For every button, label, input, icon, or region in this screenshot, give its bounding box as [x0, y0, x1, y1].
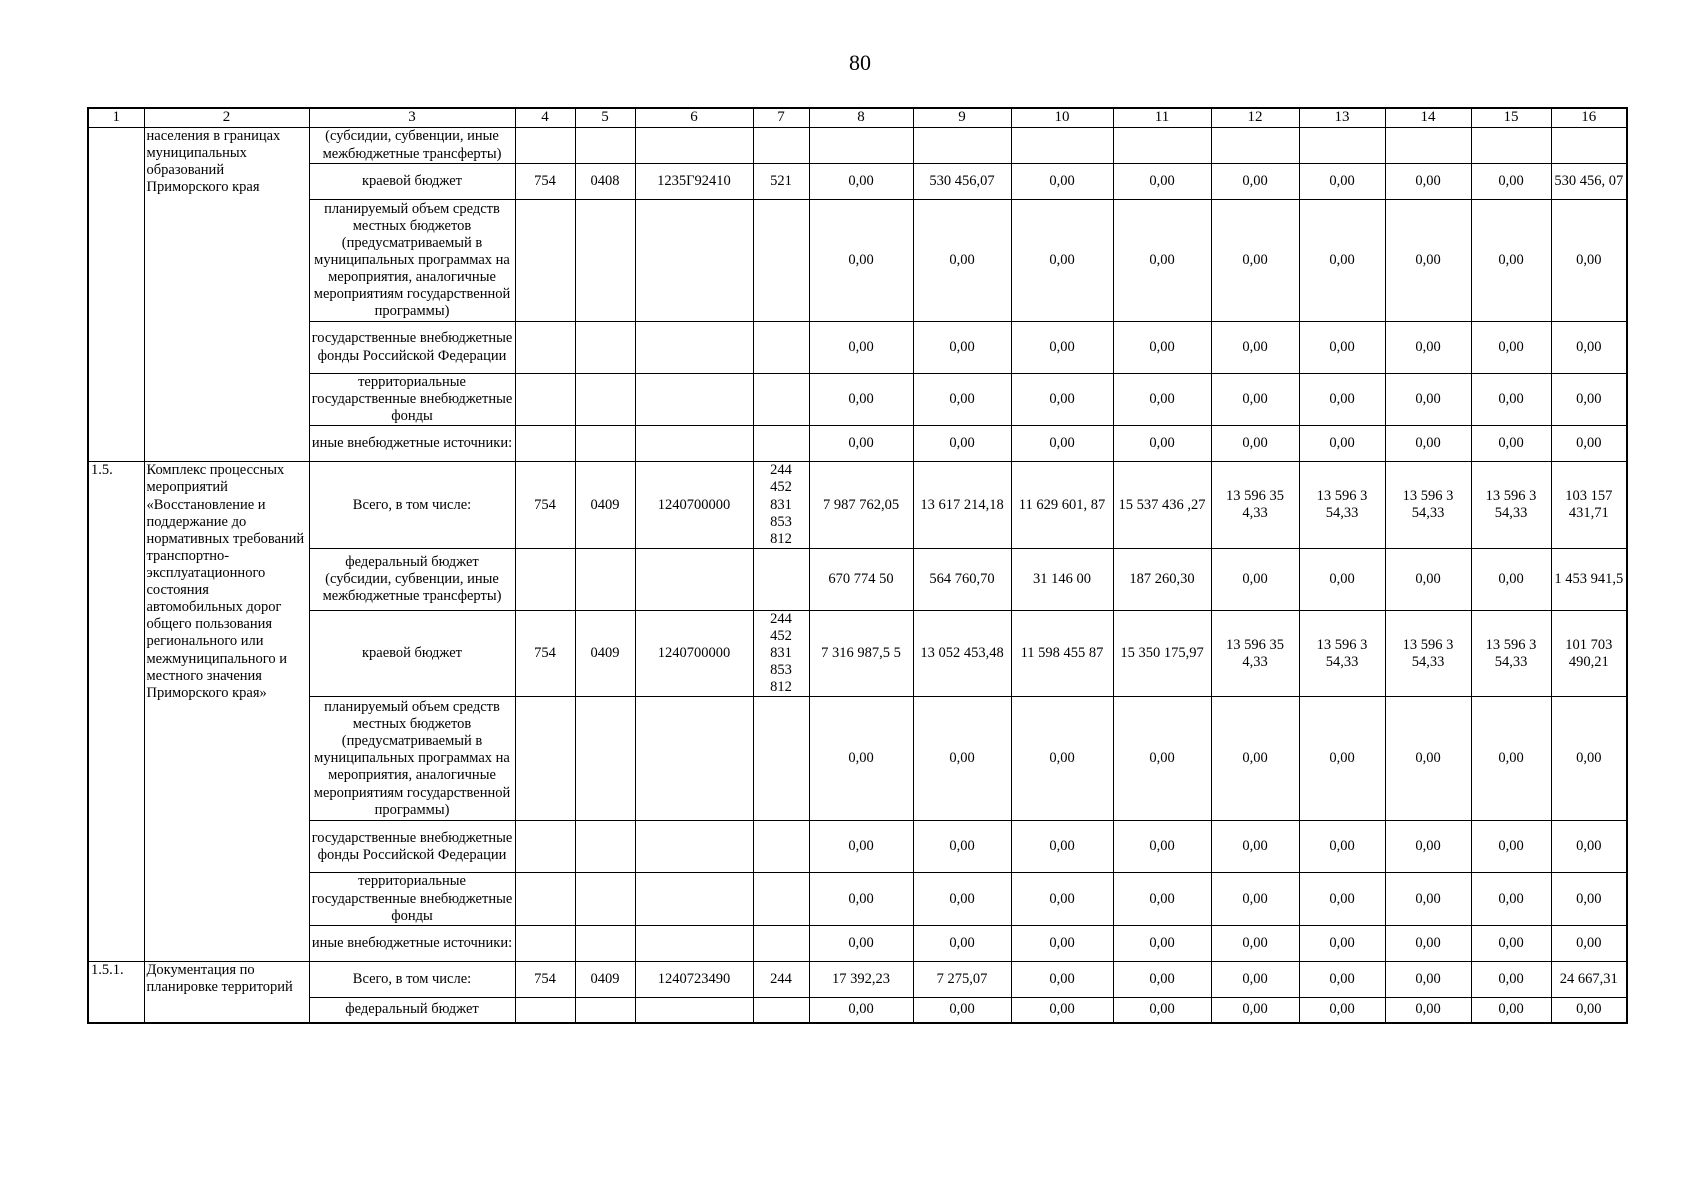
target-article-code [635, 925, 753, 961]
column-number-14: 14 [1385, 108, 1471, 128]
amount-col-16: 24 667,31 [1551, 961, 1627, 997]
amount-col-14: 13 596 3 54,33 [1385, 610, 1471, 697]
table-row [88, 374, 1627, 426]
admin-code [515, 925, 575, 961]
amount-col-13: 13 596 3 54,33 [1299, 610, 1385, 697]
amount-col-10: 0,00 [1011, 164, 1113, 200]
amount-col-16: 0,00 [1551, 374, 1627, 426]
admin-code [515, 697, 575, 821]
column-number-9: 9 [913, 108, 1011, 128]
amount-col-8: 0,00 [809, 925, 913, 961]
expense-type-code [753, 426, 809, 462]
amount-col-9: 0,00 [913, 925, 1011, 961]
column-number-4: 4 [515, 108, 575, 128]
admin-code [515, 200, 575, 322]
amount-col-11: 0,00 [1113, 925, 1211, 961]
admin-code: 754 [515, 961, 575, 997]
expense-type-code [753, 200, 809, 322]
amount-col-16: 530 456, 07 [1551, 164, 1627, 200]
funding-source: иные внебюджетные источники: [309, 925, 515, 961]
target-article-code [635, 200, 753, 322]
amount-col-12: 0,00 [1211, 548, 1299, 610]
amount-col-10: 0,00 [1011, 961, 1113, 997]
amount-col-13: 0,00 [1299, 548, 1385, 610]
amount-col-15: 0,00 [1471, 925, 1551, 961]
amount-col-14: 0,00 [1385, 426, 1471, 462]
amount-col-10: 0,00 [1011, 821, 1113, 873]
expense-type-code: 244 452 831 853 812 [753, 610, 809, 697]
amount-col-9: 0,00 [913, 200, 1011, 322]
amount-col-9: 564 760,70 [913, 548, 1011, 610]
admin-code [515, 322, 575, 374]
amount-col-10: 31 146 00 [1011, 548, 1113, 610]
amount-col-12: 0,00 [1211, 873, 1299, 925]
amount-col-9: 0,00 [913, 322, 1011, 374]
amount-col-11: 0,00 [1113, 961, 1211, 997]
column-number-10: 10 [1011, 108, 1113, 128]
funding-source: краевой бюджет [309, 164, 515, 200]
section-code [575, 997, 635, 1023]
admin-code [515, 821, 575, 873]
table-row [88, 925, 1627, 961]
measure-name: Комплекс процессных мероприятий «Восстановление и поддержание до нормативных требований транспортно-эксплуатационного состояния автомобильных дорог общего пользования регионального или межмуниципального и местного значения Приморского края» [144, 462, 309, 961]
amount-col-14: 0,00 [1385, 821, 1471, 873]
amount-col-12: 0,00 [1211, 961, 1299, 997]
table-body [88, 108, 1627, 1023]
amount-col-10: 0,00 [1011, 873, 1113, 925]
table-row [88, 873, 1627, 925]
amount-col-13: 0,00 [1299, 697, 1385, 821]
expense-type-code [753, 374, 809, 426]
funding-source: территориальные государственные внебюджетные фонды [309, 374, 515, 426]
amount-col-10: 0,00 [1011, 374, 1113, 426]
amount-col-11: 0,00 [1113, 322, 1211, 374]
expense-type-code: 521 [753, 164, 809, 200]
page-number: 80 [849, 50, 871, 75]
funding-source: государственные внебюджетные фонды Российской Федерации [309, 821, 515, 873]
amount-col-15: 0,00 [1471, 961, 1551, 997]
table-row [88, 697, 1627, 821]
target-article-code [635, 322, 753, 374]
section-code [575, 322, 635, 374]
section-code: 0409 [575, 961, 635, 997]
section-code [575, 426, 635, 462]
amount-col-12: 0,00 [1211, 200, 1299, 322]
amount-col-13: 0,00 [1299, 873, 1385, 925]
expense-type-code [753, 322, 809, 374]
section-code [575, 873, 635, 925]
amount-col-12: 13 596 35 4,33 [1211, 610, 1299, 697]
section-code [575, 548, 635, 610]
target-article-code [635, 697, 753, 821]
table-row [88, 462, 1627, 549]
amount-col-8: 0,00 [809, 697, 913, 821]
admin-code [515, 374, 575, 426]
amount-col-8: 0,00 [809, 374, 913, 426]
amount-col-8: 0,00 [809, 164, 913, 200]
amount-col-11: 15 350 175,97 [1113, 610, 1211, 697]
funding-source: (субсидии, субвенции, иные межбюджетные трансферты) [309, 128, 515, 164]
amount-col-12: 0,00 [1211, 925, 1299, 961]
amount-col-12: 0,00 [1211, 426, 1299, 462]
amount-col-9: 0,00 [913, 426, 1011, 462]
expense-type-code [753, 925, 809, 961]
row-number: 1.5. [88, 462, 144, 961]
amount-col-10: 11 629 601, 87 [1011, 462, 1113, 549]
table-row [88, 548, 1627, 610]
amount-col-8: 7 987 762,05 [809, 462, 913, 549]
amount-col-16: 0,00 [1551, 426, 1627, 462]
section-code [575, 925, 635, 961]
amount-col-14: 0,00 [1385, 925, 1471, 961]
funding-source: федеральный бюджет [309, 997, 515, 1023]
amount-col-8: 0,00 [809, 997, 913, 1023]
section-code [575, 821, 635, 873]
amount-col-10: 0,00 [1011, 426, 1113, 462]
amount-col-9 [913, 128, 1011, 164]
table-row [88, 128, 1627, 164]
amount-col-14 [1385, 128, 1471, 164]
measure-name: населения в границах муниципальных образований Приморского края [144, 128, 309, 462]
section-code [575, 200, 635, 322]
amount-col-16: 0,00 [1551, 821, 1627, 873]
amount-col-12: 0,00 [1211, 821, 1299, 873]
amount-col-16: 103 157 431,71 [1551, 462, 1627, 549]
amount-col-16: 0,00 [1551, 697, 1627, 821]
amount-col-11: 0,00 [1113, 200, 1211, 322]
expense-type-code [753, 128, 809, 164]
amount-col-15: 0,00 [1471, 200, 1551, 322]
amount-col-10: 11 598 455 87 [1011, 610, 1113, 697]
table-row [88, 426, 1627, 462]
amount-col-10: 0,00 [1011, 697, 1113, 821]
amount-col-9: 0,00 [913, 821, 1011, 873]
amount-col-11: 0,00 [1113, 697, 1211, 821]
expense-type-code [753, 997, 809, 1023]
column-number-15: 15 [1471, 108, 1551, 128]
amount-col-15 [1471, 128, 1551, 164]
expense-type-code [753, 821, 809, 873]
amount-col-16: 0,00 [1551, 873, 1627, 925]
admin-code [515, 548, 575, 610]
amount-col-10: 0,00 [1011, 997, 1113, 1023]
amount-col-15: 0,00 [1471, 697, 1551, 821]
target-article-code [635, 821, 753, 873]
table-row [88, 200, 1627, 322]
table-row [88, 961, 1627, 997]
amount-col-12: 0,00 [1211, 697, 1299, 821]
amount-col-14: 0,00 [1385, 961, 1471, 997]
amount-col-9: 0,00 [913, 873, 1011, 925]
header-row [88, 108, 1627, 128]
amount-col-15: 0,00 [1471, 997, 1551, 1023]
column-number-5: 5 [575, 108, 635, 128]
amount-col-8: 0,00 [809, 200, 913, 322]
amount-col-8: 670 774 50 [809, 548, 913, 610]
row-number: 1.5.1. [88, 961, 144, 1023]
amount-col-11: 187 260,30 [1113, 548, 1211, 610]
amount-col-12: 0,00 [1211, 997, 1299, 1023]
amount-col-9: 0,00 [913, 697, 1011, 821]
amount-col-11: 15 537 436 ,27 [1113, 462, 1211, 549]
column-number-8: 8 [809, 108, 913, 128]
table-row [88, 610, 1627, 697]
target-article-code [635, 374, 753, 426]
target-article-code [635, 548, 753, 610]
admin-code: 754 [515, 164, 575, 200]
expense-type-code [753, 873, 809, 925]
column-number-12: 12 [1211, 108, 1299, 128]
amount-col-14: 0,00 [1385, 997, 1471, 1023]
section-code: 0409 [575, 462, 635, 549]
measure-name: Документация по планировке территорий [144, 961, 309, 1023]
table-row [88, 164, 1627, 200]
admin-code: 754 [515, 462, 575, 549]
budget-table [87, 107, 1628, 1024]
amount-col-9: 13 052 453,48 [913, 610, 1011, 697]
expense-type-code: 244 452 831 853 812 [753, 462, 809, 549]
admin-code: 754 [515, 610, 575, 697]
target-article-code: 1240700000 [635, 610, 753, 697]
amount-col-16: 1 453 941,5 [1551, 548, 1627, 610]
section-code: 0408 [575, 164, 635, 200]
amount-col-15: 0,00 [1471, 426, 1551, 462]
amount-col-16: 0,00 [1551, 200, 1627, 322]
amount-col-11: 0,00 [1113, 426, 1211, 462]
amount-col-9: 13 617 214,18 [913, 462, 1011, 549]
amount-col-14: 0,00 [1385, 873, 1471, 925]
target-article-code: 1240723490 [635, 961, 753, 997]
amount-col-16: 0,00 [1551, 925, 1627, 961]
amount-col-13: 0,00 [1299, 322, 1385, 374]
amount-col-16: 0,00 [1551, 997, 1627, 1023]
amount-col-12 [1211, 128, 1299, 164]
funding-source: Всего, в том числе: [309, 961, 515, 997]
amount-col-8: 17 392,23 [809, 961, 913, 997]
amount-col-12: 0,00 [1211, 164, 1299, 200]
admin-code [515, 997, 575, 1023]
target-article-code [635, 426, 753, 462]
amount-col-13: 0,00 [1299, 164, 1385, 200]
amount-col-13: 0,00 [1299, 374, 1385, 426]
column-number-11: 11 [1113, 108, 1211, 128]
section-code [575, 374, 635, 426]
target-article-code: 1240700000 [635, 462, 753, 549]
amount-col-8: 0,00 [809, 426, 913, 462]
amount-col-15: 0,00 [1471, 322, 1551, 374]
amount-col-13: 0,00 [1299, 426, 1385, 462]
table-row [88, 322, 1627, 374]
column-number-16: 16 [1551, 108, 1627, 128]
amount-col-13: 0,00 [1299, 925, 1385, 961]
amount-col-15: 13 596 3 54,33 [1471, 462, 1551, 549]
amount-col-8: 7 316 987,5 5 [809, 610, 913, 697]
amount-col-15: 0,00 [1471, 821, 1551, 873]
amount-col-13: 0,00 [1299, 821, 1385, 873]
amount-col-14: 0,00 [1385, 164, 1471, 200]
column-number-6: 6 [635, 108, 753, 128]
amount-col-11: 0,00 [1113, 374, 1211, 426]
table-row [88, 821, 1627, 873]
amount-col-15: 13 596 3 54,33 [1471, 610, 1551, 697]
table-row [88, 997, 1627, 1023]
amount-col-16: 0,00 [1551, 322, 1627, 374]
funding-source: территориальные государственные внебюджетные фонды [309, 873, 515, 925]
amount-col-9: 530 456,07 [913, 164, 1011, 200]
amount-col-13 [1299, 128, 1385, 164]
amount-col-13: 0,00 [1299, 997, 1385, 1023]
amount-col-15: 0,00 [1471, 374, 1551, 426]
column-number-13: 13 [1299, 108, 1385, 128]
admin-code [515, 128, 575, 164]
amount-col-10: 0,00 [1011, 322, 1113, 374]
target-article-code [635, 128, 753, 164]
expense-type-code: 244 [753, 961, 809, 997]
amount-col-14: 0,00 [1385, 200, 1471, 322]
column-number-1: 1 [88, 108, 144, 128]
funding-source: федеральный бюджет (субсидии, субвенции, иные межбюджетные трансферты) [309, 548, 515, 610]
target-article-code [635, 873, 753, 925]
row-number [88, 128, 144, 462]
funding-source: иные внебюджетные источники: [309, 426, 515, 462]
amount-col-15: 0,00 [1471, 548, 1551, 610]
amount-col-11: 0,00 [1113, 997, 1211, 1023]
amount-col-9: 7 275,07 [913, 961, 1011, 997]
amount-col-13: 0,00 [1299, 961, 1385, 997]
amount-col-14: 0,00 [1385, 322, 1471, 374]
section-code: 0409 [575, 610, 635, 697]
column-number-7: 7 [753, 108, 809, 128]
target-article-code: 1235Г92410 [635, 164, 753, 200]
column-number-3: 3 [309, 108, 515, 128]
amount-col-11: 0,00 [1113, 164, 1211, 200]
amount-col-12: 13 596 35 4,33 [1211, 462, 1299, 549]
amount-col-12: 0,00 [1211, 374, 1299, 426]
amount-col-15: 0,00 [1471, 164, 1551, 200]
amount-col-14: 13 596 3 54,33 [1385, 462, 1471, 549]
expense-type-code [753, 548, 809, 610]
amount-col-14: 0,00 [1385, 548, 1471, 610]
amount-col-10: 0,00 [1011, 200, 1113, 322]
amount-col-11: 0,00 [1113, 873, 1211, 925]
amount-col-16 [1551, 128, 1627, 164]
amount-col-8 [809, 128, 913, 164]
amount-col-15: 0,00 [1471, 873, 1551, 925]
admin-code [515, 426, 575, 462]
amount-col-11: 0,00 [1113, 821, 1211, 873]
funding-source: планируемый объем средств местных бюджетов (предусматриваемый в муниципальных программах на мероприятия, аналогичные мероприятиям государственной программы) [309, 697, 515, 821]
expense-type-code [753, 697, 809, 821]
amount-col-13: 0,00 [1299, 200, 1385, 322]
amount-col-8: 0,00 [809, 821, 913, 873]
amount-col-10 [1011, 128, 1113, 164]
funding-source: планируемый объем средств местных бюджетов (предусматриваемый в муниципальных программах на мероприятия, аналогичные мероприятиям государственной программы) [309, 200, 515, 322]
amount-col-13: 13 596 3 54,33 [1299, 462, 1385, 549]
amount-col-9: 0,00 [913, 374, 1011, 426]
admin-code [515, 873, 575, 925]
amount-col-12: 0,00 [1211, 322, 1299, 374]
amount-col-8: 0,00 [809, 322, 913, 374]
amount-col-8: 0,00 [809, 873, 913, 925]
amount-col-14: 0,00 [1385, 374, 1471, 426]
target-article-code [635, 997, 753, 1023]
amount-col-16: 101 703 490,21 [1551, 610, 1627, 697]
section-code [575, 128, 635, 164]
funding-source: краевой бюджет [309, 610, 515, 697]
amount-col-10: 0,00 [1011, 925, 1113, 961]
funding-source: государственные внебюджетные фонды Российской Федерации [309, 322, 515, 374]
section-code [575, 697, 635, 821]
amount-col-9: 0,00 [913, 997, 1011, 1023]
amount-col-11 [1113, 128, 1211, 164]
column-number-2: 2 [144, 108, 309, 128]
amount-col-14: 0,00 [1385, 697, 1471, 821]
funding-source: Всего, в том числе: [309, 462, 515, 549]
